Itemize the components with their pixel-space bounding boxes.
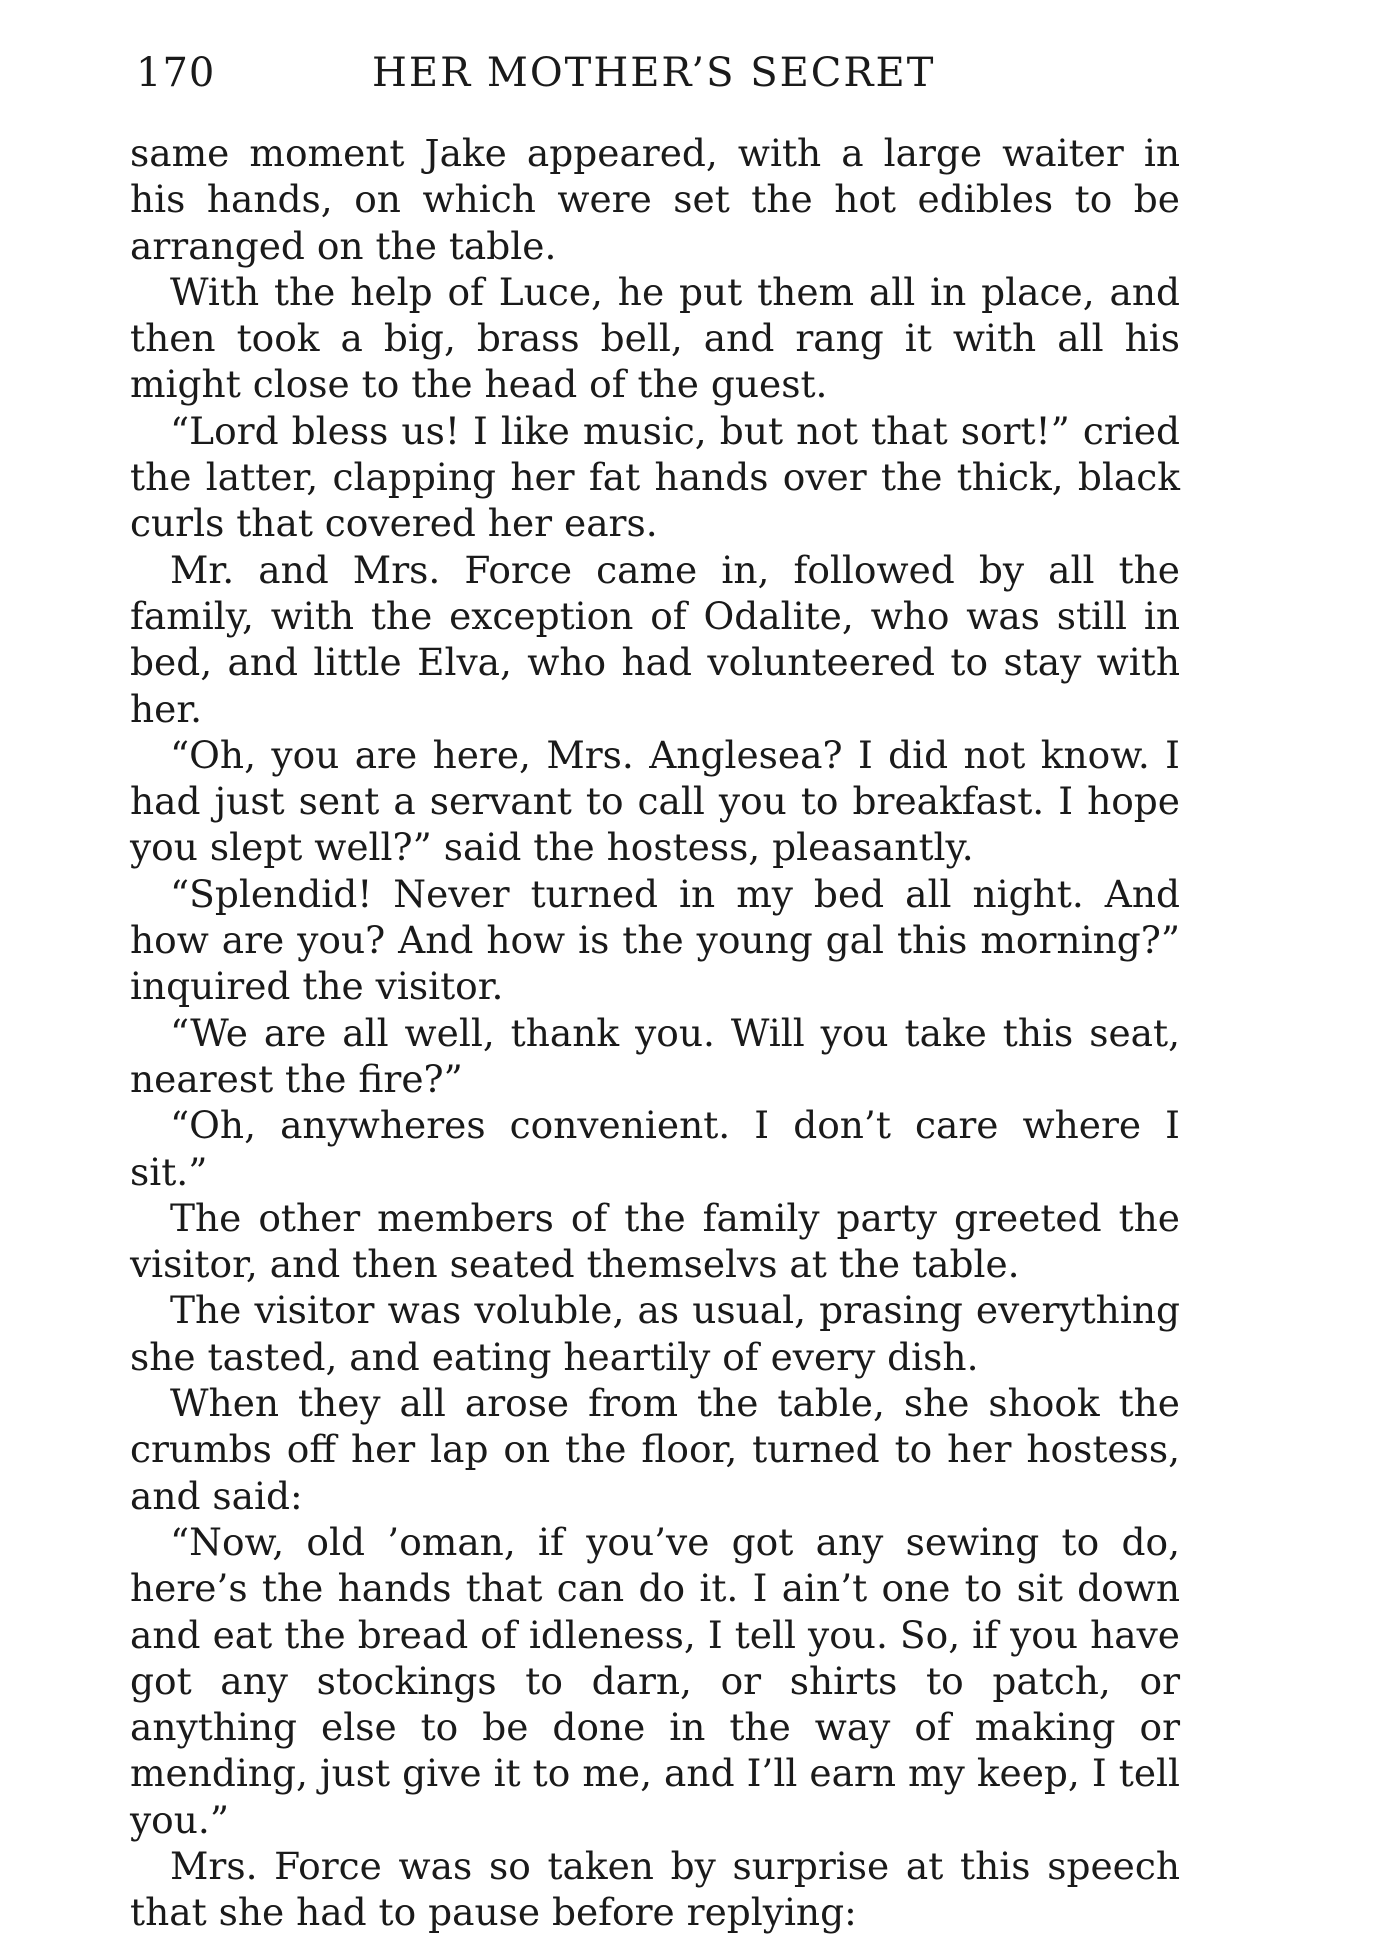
paragraph: “Now, old ’oman, if you’ve got any sewing to do, here’s the hands that can do it. I ain’t one to sit down and eat the bread of idleness, I tell you. So, if you have got any stockings to darn, or shirts to patch, or anything else to be done in the way of making or mending, just give it to me, and I’ll earn my keep, I tell you.” xyxy=(130,1519,1180,1842)
paragraph: With the help of Luce, he put them all in place, and then took a big, brass bell, and rang it with all his might close to the head of the guest. xyxy=(130,269,1180,407)
paragraph: same moment Jake appeared, with a large waiter in his hands, on which were set the hot edibles to be arranged on the table. xyxy=(130,131,1180,268)
page-header xyxy=(136,50,1176,110)
page-number: 170 xyxy=(136,50,216,96)
paragraph: Mrs. Force was so taken by surprise at this speech that she had to pause before replying: xyxy=(130,1843,1180,1935)
paragraph: Mr. and Mrs. Force came in, followed by all the family, with the exception of Odalite, who was still in bed, and little Elva, who had volunteered to stay with her. xyxy=(130,547,1180,731)
paragraph: “Splendid! Never turned in my bed all night. And how are you? And how is the young gal this morning?” inquired the visitor. xyxy=(130,871,1180,1009)
paragraph: “Oh, you are here, Mrs. Anglesea? I did not know. I had just sent a servant to call you to breakfast. I hope you slept well?” said the hostess, pleasantly. xyxy=(130,732,1180,870)
paragraph: “Oh, anywheres convenient. I don’t care where I sit.” xyxy=(130,1103,1180,1194)
paragraph: The other members of the family party greeted the visitor, and then seated themselvs at the table. xyxy=(130,1195,1180,1287)
paragraph: When they all arose from the table, she shook the crumbs off her lap on the floor, turned to her hostess, and said: xyxy=(130,1381,1180,1518)
paragraph: “We are all well, thank you. Will you take this seat, nearest the fire?” xyxy=(130,1010,1180,1101)
body-text xyxy=(130,130,1180,1936)
running-title: HER MOTHER’S SECRET xyxy=(372,50,936,96)
paragraph: “Lord bless us! I like music, but not that sort!” cried the latter, clapping her fat hands over the thick, black curls that covered her ears. xyxy=(130,408,1180,546)
paragraph: The visitor was voluble, as usual, prasing everything she tasted, and eating heartily of every dish. xyxy=(130,1288,1180,1379)
